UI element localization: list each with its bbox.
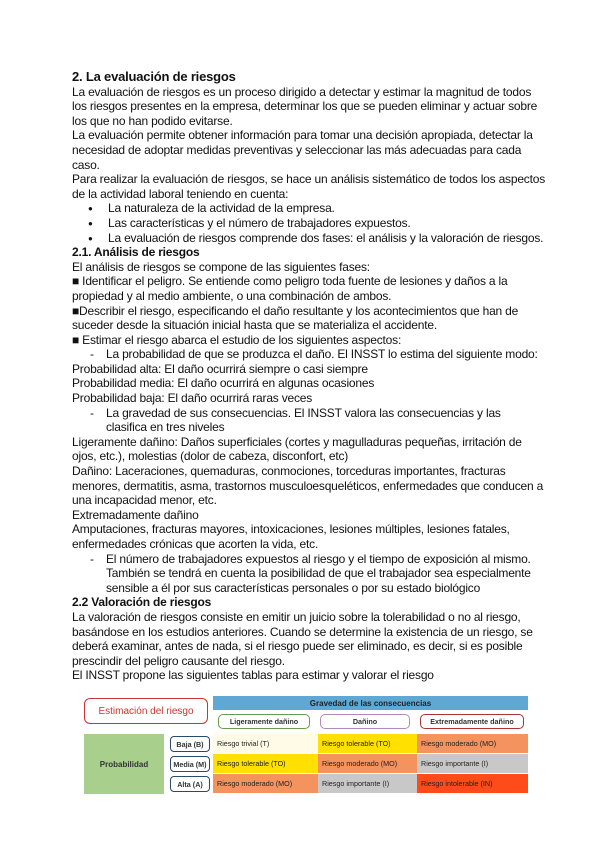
- text-line: ■ Estimar el riesgo abarca el estudio de los siguientes aspectos:: [72, 332, 402, 347]
- risk-cell: Riesgo tolerable (TO): [318, 734, 417, 754]
- list-item: - La probabilidad de que se produzca el daño. El INSST lo estima del siguiente modo:: [72, 347, 572, 362]
- risk-estimation-table: [84, 696, 528, 798]
- text-line: Probabilidad alta: El daño ocurrirá siempre o casi siempre: [72, 361, 368, 376]
- text-line: prescindir del peligro causante del riesgo.: [72, 653, 285, 668]
- text-line: de la actividad laboral teniendo en cuenta:: [72, 186, 289, 201]
- list-item: ● Las características y el número de trabajadores expuestos.: [72, 216, 572, 231]
- text-line: Probabilidad baja: El daño ocurrirá raras veces: [72, 391, 313, 406]
- col-header-danino: Dañino: [320, 714, 410, 729]
- list-item: ● La evaluación de riesgos comprende dos fases: el análisis y la valoración de riesgos.: [72, 231, 572, 246]
- document-body: [72, 70, 572, 683]
- text-line: deberá examinar, antes de nada, si el riesgo puede ser eliminado, es decir, si es posible: [72, 639, 523, 654]
- text-line: ■ Identificar el peligro. Se entiende como peligro toda fuente de lesiones y daños a la: [72, 274, 508, 289]
- list-item: - La gravedad de sus consecuencias. El INSST valora las consecuencias y las: [72, 406, 572, 421]
- text-line: menores, dermatitis, asma, trastornos musculoesqueléticos, enfermedades que conducen a: [72, 478, 544, 493]
- text-line: La evaluación permite obtener información para tomar una decisión apropiada, detectar la: [72, 128, 533, 143]
- probability-row-label: Media (M): [170, 756, 210, 772]
- risk-cell: Riesgo importante (I): [417, 754, 528, 774]
- risk-cell: Riesgo tolerable (TO): [213, 754, 318, 774]
- text-line: Para realizar la evaluación de riesgos, se hace un análisis sistemático de todos los aspectos: [72, 172, 546, 187]
- text-line: ojos, etc.), molestias (dolor de cabeza, disconfort, etc): [72, 449, 349, 464]
- risk-cell: Riesgo trivial (T): [213, 734, 318, 754]
- text-line: ■Describir el riesgo, especificando el daño resultante y los acontecimientos que han de: [72, 303, 519, 318]
- text-line: los que no han podido evitarse.: [72, 113, 233, 128]
- text-line: basándose en los estudios anteriores. Cuando se determine la existencia de un riesgo, se: [72, 624, 533, 639]
- probability-row-label: Alta (A): [170, 776, 210, 792]
- col-header-extremadamente: Extremadamente dañino: [420, 714, 524, 729]
- text-line: El INSST propone las siguientes tablas para estimar y valorar el riesgo: [72, 668, 434, 683]
- text-line: También se tendrá en cuenta la posibilidad de que el trabajador sea especialmente: [106, 566, 531, 581]
- probability-header: Probabilidad: [84, 734, 164, 794]
- col-header-ligeramente: Ligeramente dañino: [218, 714, 310, 729]
- section-heading: 2. La evaluación de riesgos: [72, 69, 236, 84]
- text-line: Dañino: Laceraciones, quemaduras, conmociones, torceduras importantes, fracturas: [72, 464, 506, 479]
- text-line: Extremadamente dañino: [72, 507, 199, 522]
- risk-cell: Riesgo moderado (MO): [318, 754, 417, 774]
- text-line: La valoración de riesgos consiste en emitir un juicio sobre la tolerabilidad o no al riesgo,: [72, 609, 521, 624]
- section-heading: 2.1. Análisis de riesgos: [72, 245, 200, 260]
- list-item: ● La naturaleza de la actividad de la empresa.: [72, 201, 572, 216]
- text-line: enfermedades crónicas que acorten la vida, etc.: [72, 537, 319, 551]
- text-line: suceder desde la situación inicial hasta que se materializa el accidente.: [72, 318, 437, 333]
- text-line: Amputaciones, fracturas mayores, intoxicaciones, lesiones múltiples, lesiones fatales,: [72, 522, 510, 537]
- table-title: Estimación del riesgo: [84, 698, 208, 724]
- text-line: los riesgos presentes en la empresa, determinar los que se pueden eliminar y actuar sobre: [72, 99, 538, 114]
- gravity-header: Gravedad de las consecuencias: [213, 696, 528, 710]
- text-line: sensible a él por sus características personales o por su estado biológico: [106, 580, 481, 595]
- risk-cell: Riesgo moderado (MO): [417, 734, 528, 754]
- risk-cell: Riesgo intolerable (IN): [417, 774, 528, 794]
- text-line: El análisis de riesgos se compone de las siguientes fases:: [72, 259, 370, 274]
- text-line: necesidad de adoptar medidas preventivas y seleccionar las más adecuadas para cada: [72, 142, 522, 157]
- text-line: clasifica en tres niveles: [106, 420, 225, 435]
- risk-cell: Riesgo moderado (MO): [213, 774, 318, 794]
- text-line: Ligeramente dañino: Daños superficiales (cortes y magulladuras pequeñas, irritación de: [72, 434, 522, 449]
- text-line: La evaluación de riesgos es un proceso dirigido a detectar y estimar la magnitud de todos: [72, 84, 532, 99]
- text-line: caso.: [72, 157, 100, 172]
- probability-row-label: Baja (B): [170, 736, 210, 752]
- list-item: - El número de trabajadores expuestos al riesgo y el tiempo de exposición al mismo.: [72, 552, 572, 567]
- text-line: Probabilidad media: El daño ocurrirá en algunas ocasiones: [72, 376, 375, 391]
- text-line: propiedad y al medio ambiente, o una combinación de ambos.: [72, 288, 392, 303]
- risk-cell: Riesgo importante (I): [318, 774, 417, 794]
- text-line: una incapacidad menor, etc.: [72, 493, 217, 508]
- section-heading: 2.2 Valoración de riesgos: [72, 595, 212, 610]
